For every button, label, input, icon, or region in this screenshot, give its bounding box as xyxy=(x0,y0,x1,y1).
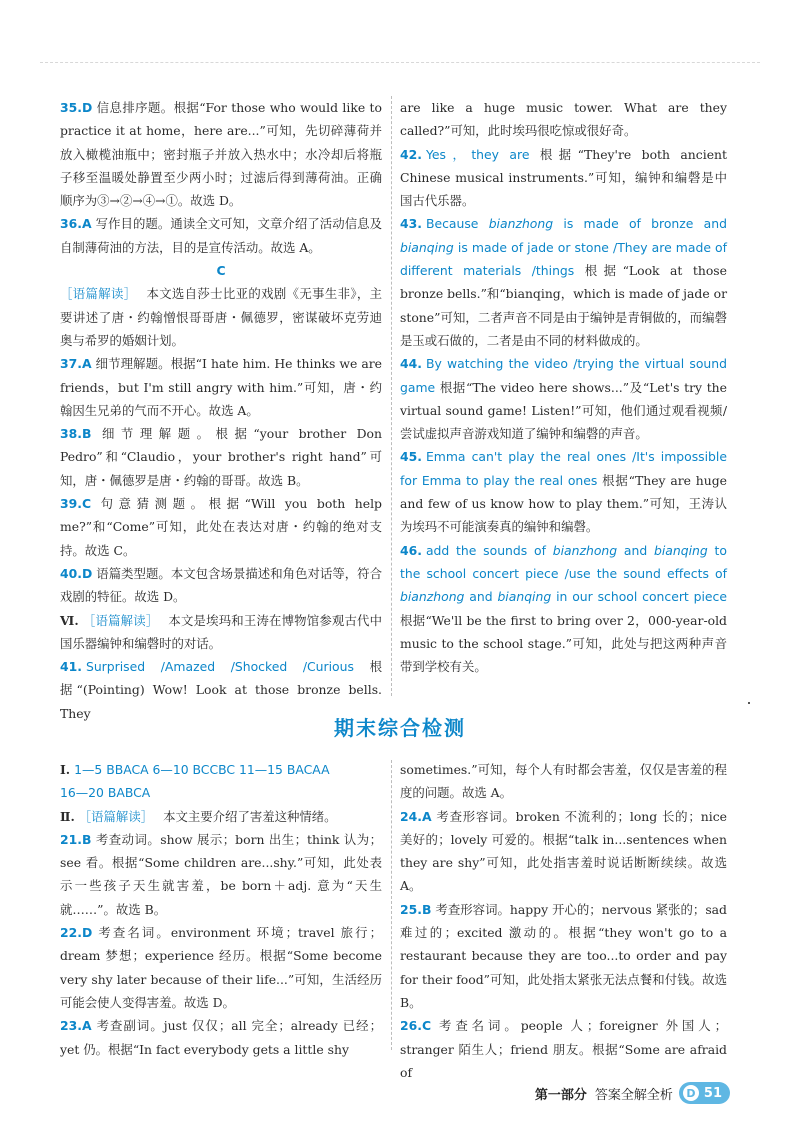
question-number: 24.A xyxy=(400,808,432,824)
explanation-text: 考查动词。show 展示；born 出生；think 认为；see 看。根据“Some children are...shy.”可知，此处表示一些孩子天生就害羞，be born＋adj. 意为“天生就……”。故选 B。 xyxy=(60,831,382,917)
answer-item xyxy=(60,805,382,828)
badge-letter: D xyxy=(683,1085,699,1101)
question-number: 43. xyxy=(400,216,422,232)
explanation-text: 考查形容词。happy 开心的；nervous 紧张的；sad 难过的；excited 激动的。根据“they won't go to a restaurant because they are too...to order and pay for their food”可知，此处指太紧张无法点餐和付钱。故选 B。 xyxy=(400,901,727,1010)
explanation-text: are like a huge music tower. What are they called?”可知，此时埃玛很吃惊或很好奇。 xyxy=(400,100,727,139)
column-bottom-right xyxy=(400,758,727,1084)
analysis-tag: ［语篇解读］ xyxy=(82,612,159,628)
answer-item xyxy=(400,96,727,143)
page-number: 51 xyxy=(703,1085,722,1101)
question-number: 39.C xyxy=(60,496,92,512)
explanation-text: 根据“The video here shows...”及“Let's try the virtual sound game! Listen!”可知，他们通过观看视频/尝试虚拟声音游戏知道了编钟和编磬的声音。 xyxy=(400,379,727,442)
explanation-text: 句意猜测题。根据“Will you both help me?”和“Come”可知，此处在表达对唐・约翰的绝对支持。故选 C。 xyxy=(60,496,382,558)
analysis-tag: ［语篇解读］ xyxy=(78,808,154,824)
column-bottom-left xyxy=(60,758,382,1061)
answer-item xyxy=(400,898,727,1014)
question-number: 42. xyxy=(400,146,422,162)
explanation-text: 本文是埃玛和王涛在博物馆参观古代中国乐器编钟和编磬时的对话。 xyxy=(60,612,383,651)
explanation-text: 考查名词。people 人；foreigner 外国人；stranger 陌生人；friend 朋友。根据“Some are afraid of xyxy=(400,1018,727,1080)
explanation-text: 细节理解题。根据“I hate him. He thinks we are friends，but I'm still angry with him.”可知，唐・约翰因生兄弟的气而不开心。故选 A。 xyxy=(60,356,382,418)
section-numeral: Ⅰ. xyxy=(60,762,71,777)
question-number: 22.D xyxy=(60,925,93,941)
answer-item xyxy=(400,758,727,805)
question-number: 44. xyxy=(400,356,422,372)
section-numeral: Ⅱ. xyxy=(60,808,75,824)
answer-item xyxy=(60,828,382,921)
answer-item xyxy=(60,921,382,1014)
answer-item xyxy=(400,539,727,679)
answer-text: 1—5 BBACA 6—10 BCCBC 11—15 BACAA xyxy=(74,762,330,777)
explanation-text: 细节理解题。根据“your brother Don Pedro”和“Claudio，your brother's right hand”可知，唐・佩德罗是唐・约翰的哥哥。故选 B。 xyxy=(60,426,382,488)
answer-item xyxy=(400,1014,727,1084)
column-top-left xyxy=(60,96,382,725)
explanation-text: 写作目的题。通读全文可知，文章介绍了活动信息及自制薄荷油的方法，目的是宣传活动。故选 A。 xyxy=(60,216,382,255)
question-number: 46. xyxy=(400,542,422,558)
question-number: 40.D xyxy=(60,565,93,581)
answer-text: Because bianzhong is made of bronze and bianqing is made of jade or stone /They are made of different materials /things xyxy=(400,216,727,279)
explanation-text: 根据“They are huge and few of us know how to play them.”可知，王涛认为埃玛不可能演奏真的编钟和编磬。 xyxy=(400,472,727,535)
column-divider xyxy=(391,760,392,1050)
top-rule xyxy=(40,62,760,63)
answer-item xyxy=(60,352,382,422)
explanation-text: 语篇类型题。本文包含场景描述和角色对话等，符合戏剧的特征。故选 D。 xyxy=(60,565,382,605)
explanation-text: sometimes.”可知，每个人有时都会害羞，仅仅是害羞的程度的问题。故选 A。 xyxy=(400,762,727,801)
answer-item xyxy=(400,212,727,352)
answer-item xyxy=(60,562,382,609)
explanation-text: 本文主要介绍了害羞这种情绪。 xyxy=(163,808,337,824)
explanation-text: 信息排序题。根据“For those who would like to practice it at home，here are...”可知，先切碎薄荷并放入橄榄油瓶中；密封瓶子并放入热水中；水冷却后将瓶子移至温暖处静置至少两小时；过滤后得到薄荷油。正确顺序为③→②→④→①。故选 D。 xyxy=(60,100,382,209)
explanation-text: 考查名词。environment 环境；travel 旅行；dream 梦想；experience 经历。根据“Some become very shy later because of their life...”可知，生活经历可能会使人变得害羞。故选 D。 xyxy=(60,925,382,1010)
question-number: 45. xyxy=(400,449,422,465)
answer-item xyxy=(60,758,382,781)
question-number: 23.A xyxy=(60,1018,92,1034)
explanation-text: 考查形容词。broken 不流利的；long 长的；nice 美好的；lovely 可爱的。根据“talk in...sentences when they are shy”可知，此处指害羞时说话断断续续。故选 A。 xyxy=(400,808,727,894)
passage-letter: C xyxy=(216,263,226,279)
answer-item xyxy=(60,781,382,804)
answer-item xyxy=(400,445,727,538)
question-number: 37.A xyxy=(60,356,92,372)
question-number: 36.A xyxy=(60,216,92,232)
answer-item xyxy=(60,422,382,492)
answer-item xyxy=(400,143,727,213)
answer-text: Surprised /Amazed /Shocked /Curious xyxy=(85,659,354,675)
answer-text: 16—20 BABCA xyxy=(60,785,151,801)
answer-item xyxy=(400,805,727,898)
answer-item xyxy=(60,1014,382,1061)
question-number: 41. xyxy=(60,659,82,675)
explanation-text: 根据“(Pointing) Wow! Look at those bronze bells. They xyxy=(60,659,382,721)
answer-item xyxy=(60,96,382,212)
explanation-text: 考查副词。just 仅仅；all 完全；already 已经；yet 仍。根据“In fact everybody gets a little shy xyxy=(60,1018,382,1057)
footer-part: 第一部分 xyxy=(534,1087,587,1103)
section-title: 期末综合检测 xyxy=(334,716,466,740)
page-footer xyxy=(535,1082,730,1104)
answer-item xyxy=(60,609,382,656)
analysis-tag: ［语篇解读］ xyxy=(60,286,137,302)
answer-item xyxy=(60,282,382,352)
question-number: 21.B xyxy=(60,831,92,847)
answer-item xyxy=(60,492,382,562)
answer-text: add the sounds of bianzhong and bianqing to the school concert piece /use the sound effects of bianzhong and bianqing in our school concert piece xyxy=(400,542,727,605)
column-top-right xyxy=(400,96,727,678)
footer-title: 答案全解全析 xyxy=(594,1087,673,1103)
page-badge xyxy=(679,1082,730,1104)
question-number: 25.B xyxy=(400,901,432,917)
stray-mark xyxy=(748,702,750,704)
answer-text: Emma can't play the real ones /It's impossible for Emma to play the real ones xyxy=(400,449,727,488)
explanation-text: 根据“They're both ancient Chinese musical instruments.”可知，编钟和编磬是中国古代乐器。 xyxy=(400,146,727,209)
explanation-text: 根据“Look at those bronze bells.”和“bianqing，which is made of jade or stone”可知，二者声音不同是由于编钟是青铜做的，而编磬是玉或石做的，二者是由不同的材料做成的。 xyxy=(400,263,727,348)
answer-item xyxy=(60,212,382,259)
question-number: 35.D xyxy=(60,100,93,115)
question-number: 26.C xyxy=(400,1018,432,1034)
explanation-text: 根据“We'll be the first to bring over 2，000-year-old music to the school stage.”可知，此处与把这两种声音带到学校有关。 xyxy=(400,612,727,675)
explanation-text: 本文选自莎士比亚的戏剧《无事生非》，主要讲述了唐・约翰憎恨哥哥唐・佩德罗，密谋破坏克劳迪奥与希罗的婚姻计划。 xyxy=(60,286,382,348)
answer-text: By watching the video /trying the virtual sound game xyxy=(400,356,727,395)
section-numeral: Ⅵ. xyxy=(60,612,79,628)
answer-text: Yes，they are xyxy=(425,146,530,162)
answer-item xyxy=(400,352,727,445)
question-number: 38.B xyxy=(60,426,92,442)
column-divider xyxy=(391,96,392,696)
